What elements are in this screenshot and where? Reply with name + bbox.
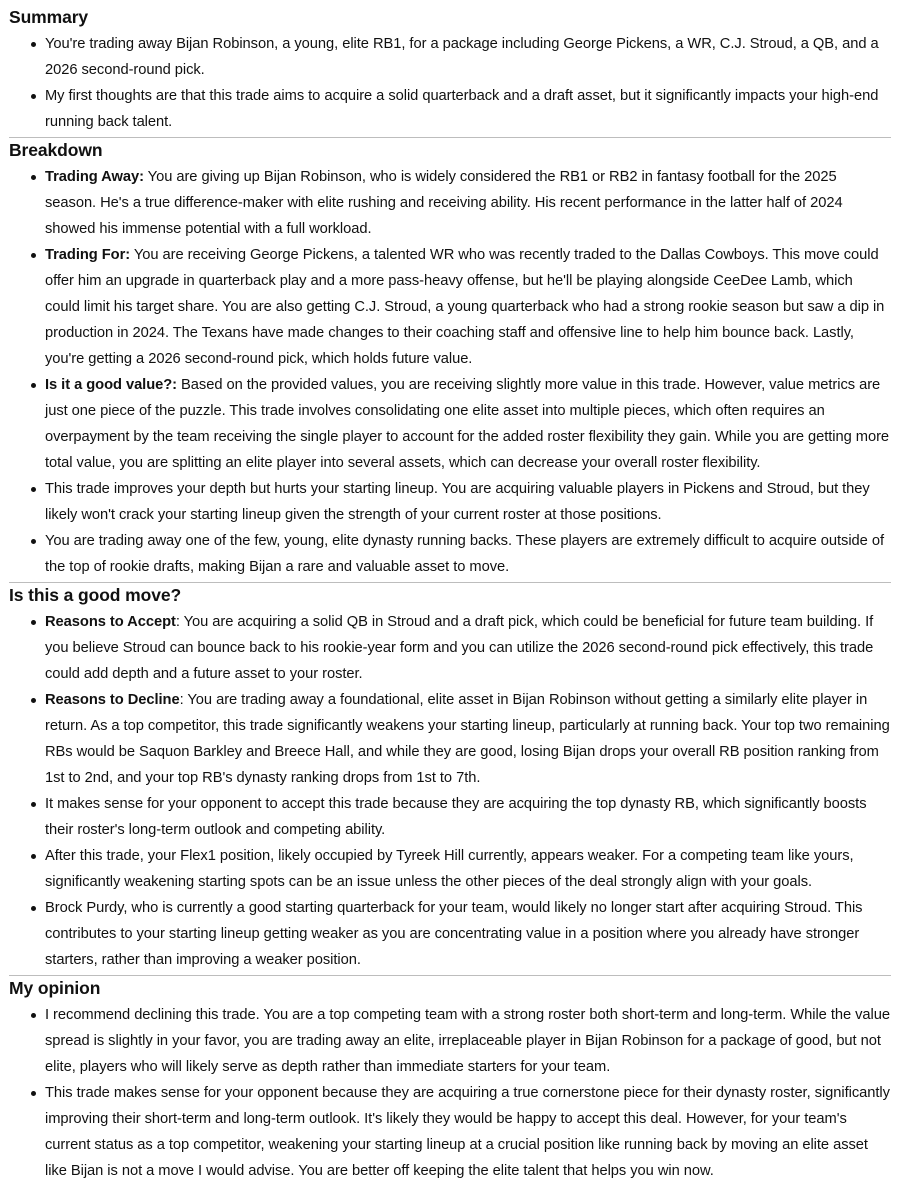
- bullet-list: [9, 1002, 891, 1184]
- list-item: This trade makes sense for your opponent because they are acquiring a true cornerstone piece for their dynasty roster, significantly improving their short-term and long-term outlook. It's likely they would be happy to accept this deal. However, for your team's current status as a top competitor, weakening your starting lineup at a crucial position like running back by moving an elite asset like Bijan is not a move I would advise. You are better off keeping the elite talent that helps you win now.: [45, 1080, 891, 1184]
- list-item: This trade improves your depth but hurts your starting lineup. You are acquiring valuable players in Pickens and Stroud, but they likely won't crack your starting lineup given the strength of your current roster at those positions.: [45, 476, 891, 528]
- item-lead: Reasons to Accept: [45, 614, 176, 630]
- bullet-list: [9, 31, 891, 135]
- list-item: After this trade, your Flex1 position, likely occupied by Tyreek Hill currently, appears weaker. For a competing team like yours, significantly weakening starting spots can be an issue unless the other pieces of the deal strongly align with your goals.: [45, 843, 891, 895]
- list-item: Is it a good value?: Based on the provided values, you are receiving slightly more value in this trade. However, value metrics are just one piece of the puzzle. This trade involves consolidating one elite asset into multiple pieces, which often requires an overpayment by the team receiving the single player to account for the added roster flexibility they gain. While you are getting more total value, you are splitting an elite player into several assets, which can decrease your overall roster flexibility.: [45, 372, 891, 476]
- list-item: Brock Purdy, who is currently a good starting quarterback for your team, would likely no longer start after acquiring Stroud. This contributes to your starting lineup getting weaker as you are concentrating value in a position where you already have stronger starters, rather than improving a weaker position.: [45, 895, 891, 973]
- summary-section: [9, 6, 891, 135]
- item-lead: Trading For:: [45, 247, 131, 263]
- item-lead: Is it a good value?:: [45, 377, 178, 393]
- section-title: Summary: [9, 7, 89, 27]
- section-title: Breakdown: [9, 140, 103, 160]
- list-item: You are trading away one of the few, young, elite dynasty running backs. These players are extremely difficult to acquire outside of the top of rookie drafts, making Bijan a rare and valuable asset to move.: [45, 528, 891, 580]
- list-item: I recommend declining this trade. You are a top competing team with a strong roster both short-term and long-term. While the value spread is slightly in your favor, you are trading away an elite, irreplaceable player in Bijan Robinson for a package of good, but not elite, players who will likely serve as depth rather than immediate starters for your team.: [45, 1002, 891, 1080]
- bullet-list: [9, 164, 891, 580]
- section-title: Is this a good move?: [9, 585, 182, 605]
- list-item: Trading Away: You are giving up Bijan Robinson, who is widely considered the RB1 or RB2 in fantasy football for the 2025 season. He's a true difference-maker with elite rushing and receiving ability. His recent performance in the latter half of 2024 showed his immense potential with a full workload.: [45, 164, 891, 242]
- item-lead: Reasons to Decline: [45, 692, 180, 708]
- breakdown-section: [9, 137, 891, 580]
- bullet-list: [9, 609, 891, 973]
- list-item: My first thoughts are that this trade aims to acquire a solid quarterback and a draft asset, but it significantly impacts your high-end running back talent.: [45, 83, 891, 135]
- list-item: Reasons to Decline: You are trading away a foundational, elite asset in Bijan Robinson without getting a similarly elite player in return. As a top competitor, this trade significantly weakens your starting lineup, particularly at running back. Your top two remaining RBs would be Saquon Barkley and Breece Hall, and while they are good, losing Bijan drops your overall RB position ranking from 1st to 2nd, and your top RB's dynasty ranking drops from 1st to 7th.: [45, 687, 891, 791]
- list-item: Reasons to Accept: You are acquiring a solid QB in Stroud and a draft pick, which could be beneficial for future team building. If you believe Stroud can bounce back to his rookie-year form and you can utilize the 2026 second-round pick effectively, this trade could add depth and a future asset to your roster.: [45, 609, 891, 687]
- list-item: It makes sense for your opponent to accept this trade because they are acquiring the top dynasty RB, which significantly boosts their roster's long-term outlook and competing ability.: [45, 791, 891, 843]
- opinion-section: [9, 975, 891, 1184]
- section-title: My opinion: [9, 978, 101, 998]
- list-item: You're trading away Bijan Robinson, a young, elite RB1, for a package including George Pickens, a WR, C.J. Stroud, a QB, and a 2026 second-round pick.: [45, 31, 891, 83]
- list-item: Trading For: You are receiving George Pickens, a talented WR who was recently traded to the Dallas Cowboys. This move could offer him an upgrade in quarterback play and a more pass-heavy offense, but he'll be playing alongside CeeDee Lamb, which could limit his target share. You are also getting C.J. Stroud, a young quarterback who had a strong rookie season but saw a dip in production in 2024. The Texans have made changes to their coaching staff and offensive line to help him bounce back. Lastly, you're getting a 2026 second-round pick, which holds future value.: [45, 242, 891, 372]
- good-move-section: [9, 582, 891, 973]
- item-lead: Trading Away:: [45, 169, 144, 185]
